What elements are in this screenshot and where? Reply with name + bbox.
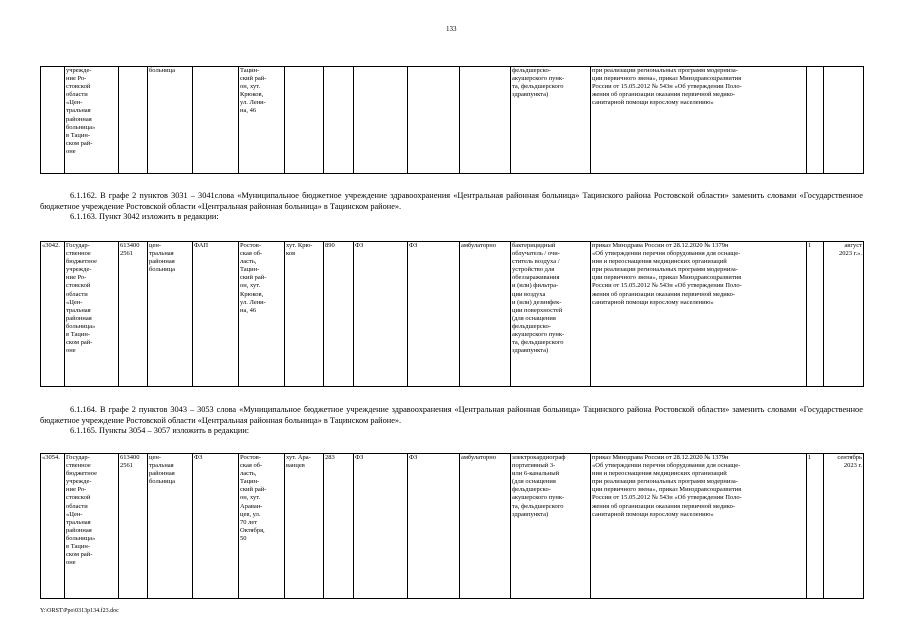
cell-type: цен- тральная районная больница: [148, 242, 193, 387]
cell-mode: амбулаторно: [460, 242, 511, 387]
cell-number: «3054.: [41, 454, 65, 599]
cell-date: сентябрь 2023 г.: [824, 454, 864, 599]
table-item-3042: [40, 241, 864, 387]
cell-basis: при реализации региональных программ модерниза- ции первичного звена», приказ Минздравсоцразвития России от 15.05.2012 № 543н «Об утверждении Поло- жения об организации оказания первичной медико- санитарной помощи взрослому населению»: [591, 67, 807, 174]
cell-target: ФЗ: [408, 454, 460, 599]
cell-unit: ФЗ: [193, 454, 239, 599]
paragraph-text: 6.1.164. В графе 2 пунктов 3043 – 3053 слова «Муниципальное бюджетное учреждение здравоохранения «Центральная районная больница» Тацинского района Ростовской области» заменить словами «Государственное бюджетное учреждение Ростовской области «Центральная районная больница» в Тацинском районе».: [40, 405, 863, 425]
cell-address: Ростов- ская об- ласть, Тацин- ский рай- он, хут. Араван- цев, ул. 70 лет Октября, 50: [239, 454, 285, 599]
cell-locality: [285, 67, 324, 174]
cell-equipment: бактерицидный облучатель / очи- ститель воздуха / устройство для обеззараживания и (или) фильтра- ции воздуха и (или) дезинфек- ции поверхностей (для оснащения фельдшерско- акушерского пунк- та, фельдшерского здравпункта): [511, 242, 591, 387]
cell-type: цен- тральная районная больница: [148, 454, 193, 599]
cell-target: [408, 67, 460, 174]
cell-unit: [193, 67, 239, 174]
cell-address: Тацин- ский рай- он, хут. Крюков, ул. Лени- на, 46: [239, 67, 285, 174]
cell-mode: амбулаторно: [460, 454, 511, 599]
cell-type: больница: [148, 67, 193, 174]
cell-institution: Государ- ственное бюджетное учрежде- ние Ро- стовской области «Цен- тральная районная больница» в Тацин- ском рай- оне: [65, 454, 119, 599]
table-row: [41, 454, 864, 599]
paragraph-6-1-164: [40, 405, 863, 437]
cell-current: ФЗ: [354, 454, 408, 599]
paragraph-text: 6.1.165. Пункты 3054 – 3057 изложить в редакции:: [70, 426, 250, 435]
cell-population: 890: [324, 242, 354, 387]
table-item-3054: [40, 453, 864, 599]
cell-qty: 1: [807, 454, 824, 599]
cell-locality: хут. Ара- ванцев: [285, 454, 324, 599]
cell-current: ФЗ: [354, 242, 408, 387]
cell-locality: хут. Крю- ков: [285, 242, 324, 387]
cell-date: август 2023 г.».: [824, 242, 864, 387]
cell-basis: приказ Минздрава России от 28.12.2020 № 1379н «Об утверждении перечня оборудования для оснаще- ния и переоснащения медицинских организаций при реализации региональных программ модерниза- ции первичного звена», приказ Минздравсоцразвития России от 15.05.2012 № 543н «Об утверждении Поло- жения об организации оказания первичной медико- санитарной помощи взрослому населению»: [591, 454, 807, 599]
cell-date: [824, 67, 864, 174]
page-number: 133: [446, 25, 457, 33]
cell-basis: приказ Минздрава России от 28.12.2020 № 1379н «Об утверждении перечня оборудования для оснаще- ния и переоснащения медицинских организаций при реализации региональных программ модерниза- ции первичного звена», приказ Минздравсоцразвития России от 15.05.2012 № 543н «Об утверждении Поло- жения об организации оказания первичной медико- санитарной помощи взрослому населению»: [591, 242, 807, 387]
cell-code: [119, 67, 148, 174]
cell-number: [41, 67, 65, 174]
cell-unit: ФАП: [193, 242, 239, 387]
paragraph-text: 6.1.163. Пункт 3042 изложить в редакции:: [70, 212, 219, 221]
cell-code: 613400 2561: [119, 242, 148, 387]
footer-file-path: Y:\ORST\Ppo\0313p134.f23.doc: [40, 608, 119, 614]
cell-institution: учрежде- ние Ро- стовской области «Цен- тральная районная больница» в Тацин- ском рай- оне: [65, 67, 119, 174]
cell-population: 283: [324, 454, 354, 599]
cell-current: [354, 67, 408, 174]
cell-institution: Государ- ственное бюджетное учрежде- ние Ро- стовской области «Цен- тральная районная больница» в Тацин- ском рай- оне: [65, 242, 119, 387]
cell-number: «3042.: [41, 242, 65, 387]
cell-target: ФЗ: [408, 242, 460, 387]
cell-qty: [807, 67, 824, 174]
cell-qty: 1: [807, 242, 824, 387]
table-row: [41, 67, 864, 174]
paragraph-text: 6.1.162. В графе 2 пунктов 3031 – 3041слова «Муниципальное бюджетное учреждение здравоохранения «Центральная районная больница» Тацинского района Ростовской области» заменить словами «Государственное бюджетное учреждение Ростовской области «Центральная районная больница» в Тацинском районе».: [40, 191, 863, 211]
cell-address: Ростов- ская об- ласть, Тацин- ский рай- он, хут. Крюков, ул. Лени- на, 46: [239, 242, 285, 387]
cell-mode: [460, 67, 511, 174]
cell-code: 613400 2561: [119, 454, 148, 599]
table-continuation: [40, 66, 864, 174]
paragraph-6-1-162: [40, 191, 863, 223]
cell-population: [324, 67, 354, 174]
cell-equipment: фельдшерско- акушерского пунк- та, фельдшерского здравпункта): [511, 67, 591, 174]
cell-equipment: электрокардиограф портативный 3- или 6-канальный (для оснащения фельдшерско- акушерского пунк- та, фельдшерского здравпункта): [511, 454, 591, 599]
table-row: [41, 242, 864, 387]
